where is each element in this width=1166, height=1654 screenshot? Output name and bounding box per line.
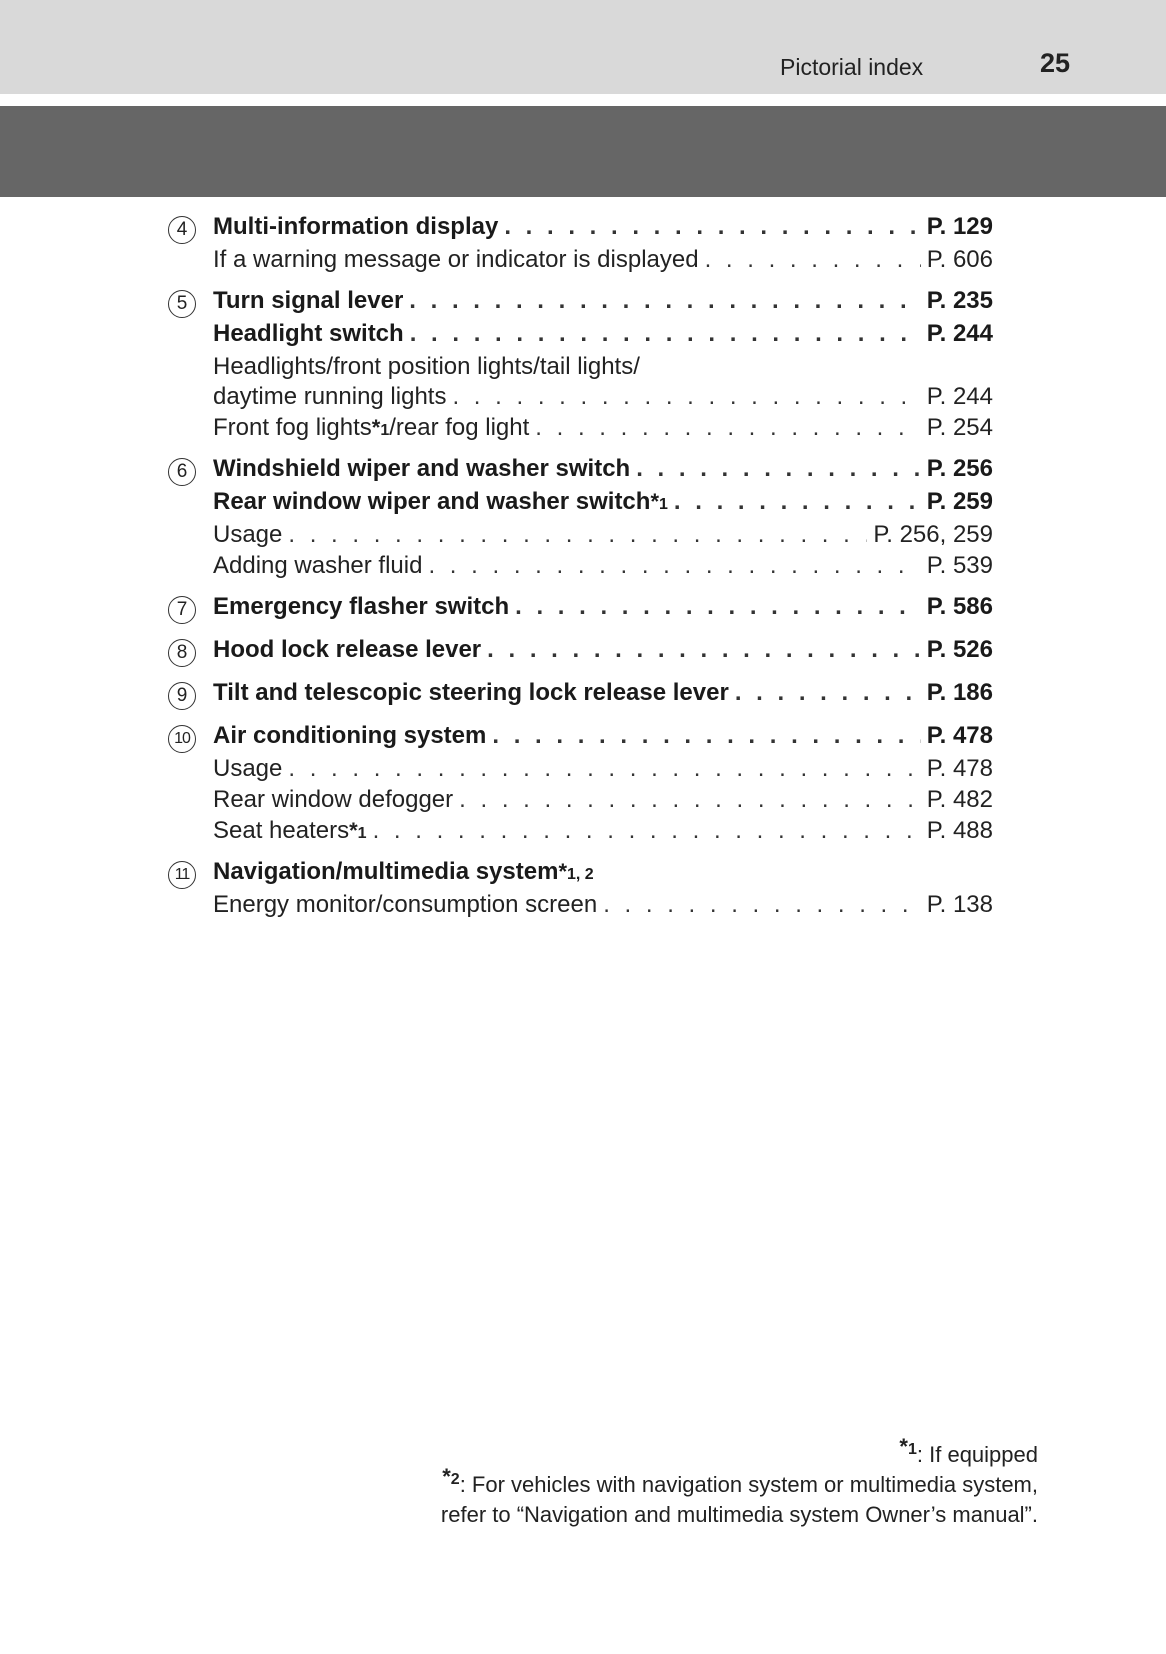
footnote-line: [441, 1464, 1038, 1500]
index-entry: [168, 213, 993, 277]
dot-leader: [288, 755, 920, 783]
index-heading: [213, 593, 993, 626]
footnote-text: : If equipped: [916, 1442, 1038, 1467]
dot-leader: [492, 722, 920, 750]
page-reference[interactable]: P. 129: [926, 213, 993, 240]
dot-leader: [288, 521, 867, 549]
footnote-number: 2: [450, 1471, 460, 1488]
page-reference[interactable]: P. 586: [926, 593, 993, 620]
index-heading: [213, 287, 993, 320]
entry-label-continued: /rear fog light: [389, 414, 530, 441]
index-entry: [168, 287, 993, 445]
asterisk: *: [349, 818, 358, 843]
entry-spacer: [168, 583, 993, 593]
entry-label: Front fog lights: [213, 414, 372, 441]
index-subentry: [213, 552, 993, 583]
section-banner: [0, 106, 1166, 197]
footnote-mark: [650, 489, 668, 514]
page-reference[interactable]: P. 259: [926, 488, 993, 515]
index-subentry: [213, 755, 993, 786]
entry-label: Turn signal lever: [213, 287, 404, 314]
entry-label: daytime running lights: [213, 383, 447, 410]
page-reference[interactable]: P. 256, 259: [873, 521, 993, 548]
index-heading: [213, 320, 993, 353]
dot-leader: [409, 287, 920, 315]
page-reference[interactable]: P. 488: [926, 817, 993, 844]
section-title: Pictorial index: [780, 54, 924, 80]
index-entry: [168, 858, 993, 922]
footnote-number: 1, 2: [567, 866, 594, 883]
footnote-line: [441, 1500, 1038, 1530]
index-entry: [168, 455, 993, 583]
page-reference[interactable]: P. 606: [926, 246, 993, 273]
index-heading: [213, 213, 993, 246]
page-reference[interactable]: P. 482: [926, 786, 993, 813]
entry-label: If a warning message or indicator is displayed: [213, 246, 699, 273]
page-reference[interactable]: P. 256: [926, 455, 993, 482]
item-number-circle: 8: [168, 639, 196, 667]
entry-spacer: [168, 277, 993, 287]
index-subentry: [213, 817, 993, 848]
page-reference[interactable]: P. 244: [926, 383, 993, 410]
dot-leader: [428, 552, 920, 580]
dot-leader: [735, 679, 921, 707]
index-entry: [168, 722, 993, 848]
footnote-text: refer to “Navigation and multimedia system Owner’s manual”.: [440, 1502, 1038, 1527]
index-subentry: [213, 786, 993, 817]
entry-label: Usage: [213, 521, 283, 548]
asterisk: *: [899, 1434, 908, 1459]
asterisk: *: [442, 1464, 451, 1489]
index-subentry: [213, 383, 993, 414]
page-reference[interactable]: P. 478: [926, 755, 993, 782]
asterisk: *: [650, 489, 659, 514]
page-reference[interactable]: P. 235: [926, 287, 993, 314]
dot-leader: [487, 636, 921, 664]
footnote-number: 1: [380, 422, 390, 439]
item-number-circle: 10: [168, 725, 196, 753]
index-subentry: [213, 414, 993, 445]
dot-leader: [459, 786, 921, 814]
dot-leader: [705, 246, 921, 274]
entry-label: Rear window wiper and washer switch: [213, 488, 651, 515]
item-number-circle: 9: [168, 682, 196, 710]
dot-leader: [515, 593, 921, 621]
asterisk: *: [371, 415, 381, 440]
footnote-mark: [349, 818, 367, 843]
asterisk: *: [558, 859, 567, 884]
page-reference[interactable]: P. 478: [926, 722, 993, 749]
entry-label: Windshield wiper and washer switch: [213, 455, 631, 482]
index-subentry: [213, 891, 993, 922]
entry-label: Headlights/front position lights/tail lights/: [213, 353, 640, 380]
index-entry: [168, 679, 993, 712]
dot-leader: [373, 817, 921, 845]
dot-leader: [674, 488, 921, 516]
page-number: 25: [1040, 48, 1071, 78]
index-subentry: [213, 353, 993, 383]
entry-label: Energy monitor/consumption screen: [213, 891, 598, 918]
item-number-circle: 11: [168, 861, 196, 889]
index-heading: [213, 722, 993, 755]
dot-leader: [504, 213, 920, 241]
entry-spacer: [168, 848, 993, 858]
page-reference[interactable]: P. 186: [926, 679, 993, 706]
footnotes: [440, 1434, 1038, 1530]
entry-spacer: [168, 626, 993, 636]
footnote-mark: [442, 1464, 460, 1489]
entry-label: Air conditioning system: [213, 722, 487, 749]
footnote: [441, 1434, 1038, 1470]
entry-label: Multi-information display: [213, 213, 499, 240]
footnote: [440, 1464, 1038, 1530]
header-band: [0, 0, 1166, 94]
item-number-circle: 7: [168, 596, 196, 624]
entry-label: Adding washer fluid: [213, 552, 423, 579]
dot-leader: [636, 455, 921, 483]
footnote-text: : For vehicles with navigation system or multimedia system,: [459, 1472, 1038, 1497]
footnote-mark: [558, 859, 594, 884]
footnote-line: [441, 1434, 1038, 1470]
footnote-mark: [371, 415, 390, 440]
dot-leader: [452, 383, 920, 411]
index-subentry: [213, 521, 993, 552]
page-reference[interactable]: P. 244: [926, 320, 993, 347]
entry-spacer: [168, 712, 993, 722]
page-reference[interactable]: P. 526: [926, 636, 993, 663]
index-heading: [213, 488, 993, 521]
entry-label: Tilt and telescopic steering lock release lever: [213, 679, 729, 706]
footnote-mark: [899, 1434, 917, 1459]
index-heading: [213, 679, 993, 712]
dot-leader: [410, 320, 921, 348]
item-number-circle: 4: [168, 216, 196, 244]
index-entry: [168, 593, 993, 626]
footnote-number: 1: [659, 496, 668, 513]
index-heading: [213, 455, 993, 488]
dot-leader: [535, 414, 920, 442]
index-heading: [213, 636, 993, 669]
index-list: [168, 213, 993, 922]
item-number-circle: 6: [168, 458, 196, 486]
entry-label: Rear window defogger: [213, 786, 454, 813]
footnote-number: 1: [357, 825, 367, 842]
entry-label: Hood lock release lever: [213, 636, 482, 663]
entry-label: Usage: [213, 755, 283, 782]
index-subentry: [213, 246, 993, 277]
index-heading: [213, 858, 993, 891]
entry-label: Headlight switch: [213, 320, 404, 347]
item-number-circle: 5: [168, 290, 196, 318]
entry-spacer: [168, 669, 993, 679]
page-reference[interactable]: P. 539: [926, 552, 993, 579]
footnote-number: 1: [907, 1441, 917, 1458]
entry-label: Emergency flasher switch: [213, 593, 510, 620]
page-reference[interactable]: P. 138: [926, 891, 993, 918]
entry-label: Navigation/multimedia system: [213, 858, 559, 885]
dot-leader: [603, 891, 921, 919]
entry-spacer: [168, 445, 993, 455]
entry-label: Seat heaters: [213, 817, 350, 844]
index-entry: [168, 636, 993, 669]
page-reference[interactable]: P. 254: [926, 414, 993, 441]
